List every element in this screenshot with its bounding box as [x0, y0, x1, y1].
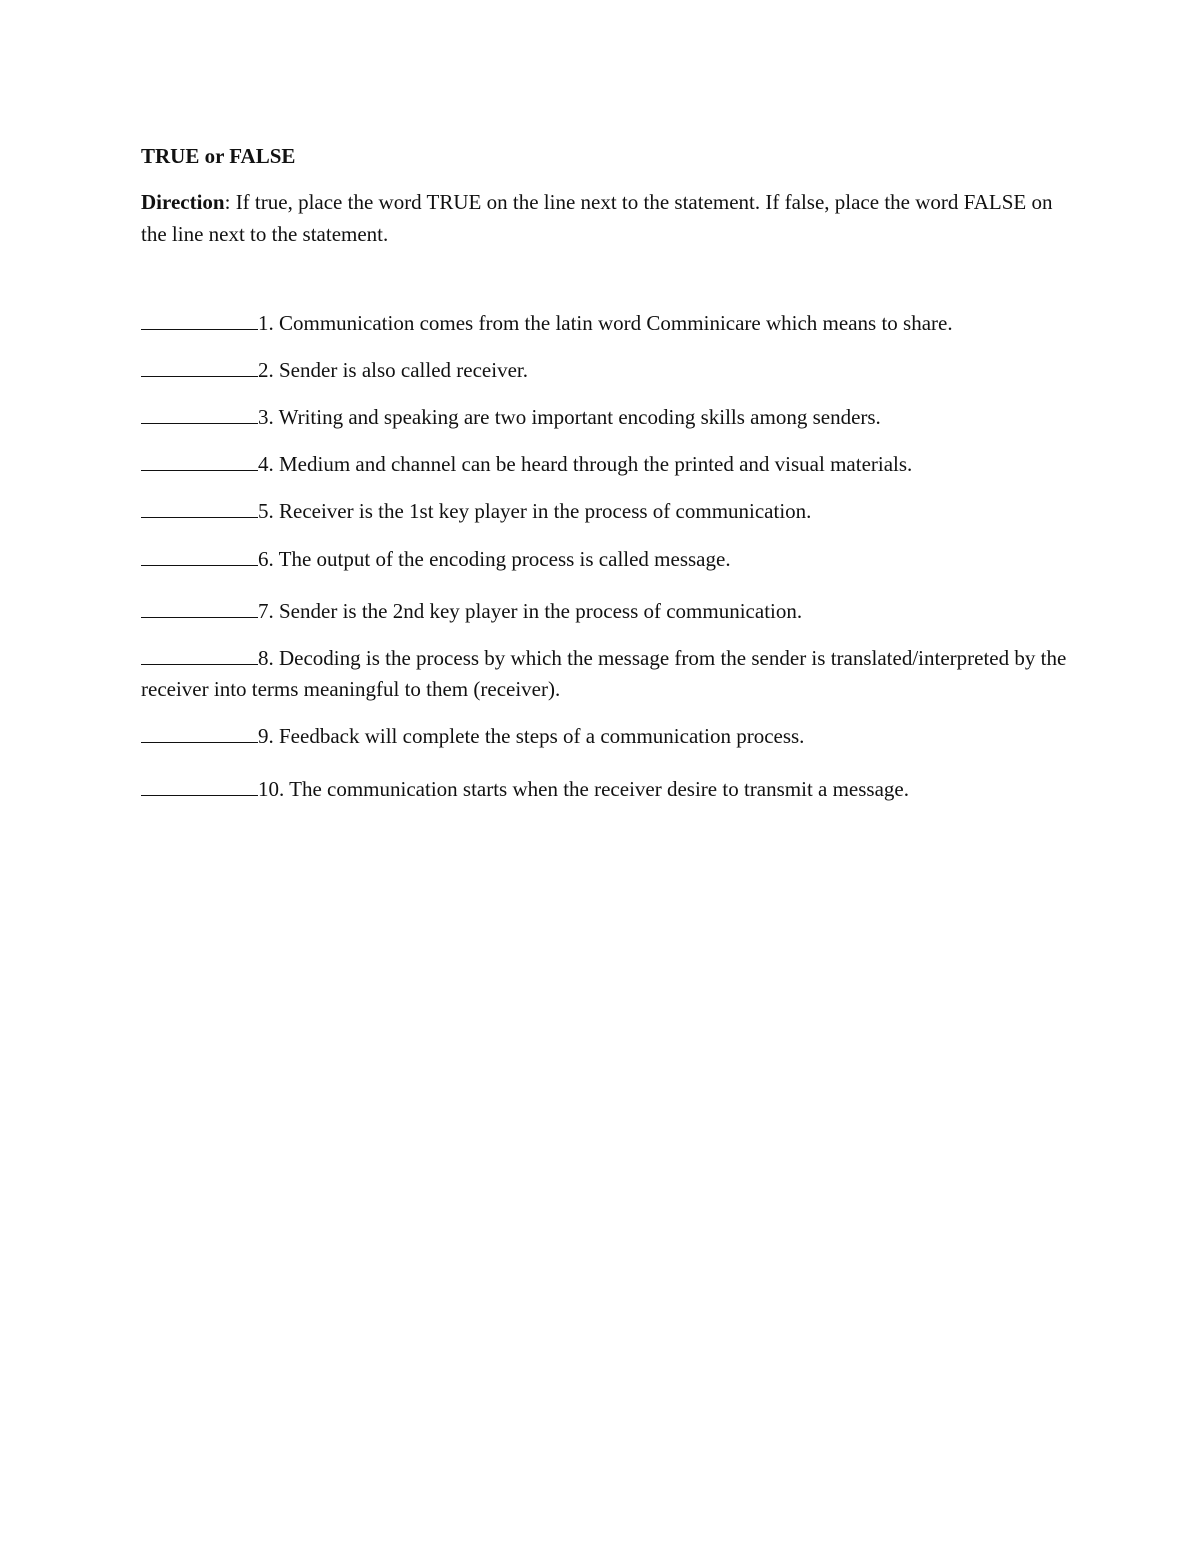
question-text-4: 4. Medium and channel can be heard through the printed and visual materials.: [258, 452, 913, 476]
direction-label: Direction: [141, 190, 225, 214]
question-item-2: [141, 355, 1071, 386]
answer-blank-6[interactable]: [141, 547, 258, 566]
answer-blank-4[interactable]: [141, 452, 258, 471]
answer-blank-2[interactable]: [141, 358, 258, 377]
question-text-2: 2. Sender is also called receiver.: [258, 358, 528, 382]
question-text-1: 1. Communication comes from the latin word Comminicare which means to share.: [258, 311, 953, 335]
question-item-6: [141, 544, 1071, 575]
question-text-3: 3. Writing and speaking are two important encoding skills among senders.: [258, 405, 881, 429]
question-item-9: [141, 721, 1071, 752]
answer-blank-10[interactable]: [141, 777, 258, 796]
page-title: TRUE or FALSE: [141, 144, 296, 168]
document-content: [141, 140, 1071, 805]
question-item-8: [141, 643, 1071, 705]
answer-blank-7[interactable]: [141, 599, 258, 618]
question-item-7: [141, 596, 1071, 627]
question-text-8: 8. Decoding is the process by which the message from the sender is translated/interpreted by the receiver into terms meaningful to them (receiver).: [141, 646, 1067, 701]
answer-blank-8[interactable]: [141, 646, 258, 665]
question-item-4: [141, 449, 1071, 480]
direction-paragraph: [141, 186, 1071, 250]
question-text-7: 7. Sender is the 2nd key player in the process of communication.: [258, 599, 803, 623]
question-item-1: [141, 308, 1071, 339]
answer-blank-9[interactable]: [141, 724, 258, 743]
question-item-3: [141, 402, 1071, 433]
question-text-6: 6. The output of the encoding process is called message.: [258, 547, 731, 571]
answer-blank-5[interactable]: [141, 499, 258, 518]
question-list: [141, 308, 1071, 805]
answer-blank-1[interactable]: [141, 311, 258, 330]
question-item-10: [141, 774, 1071, 805]
direction-colon: :: [224, 190, 231, 214]
question-text-9: 9. Feedback will complete the steps of a communication process.: [258, 724, 805, 748]
question-text-10: 10. The communication starts when the receiver desire to transmit a message.: [258, 777, 909, 801]
question-item-5: [141, 496, 1071, 527]
answer-blank-3[interactable]: [141, 405, 258, 424]
question-text-5: 5. Receiver is the 1st key player in the process of communication.: [258, 499, 812, 523]
direction-text: If true, place the word TRUE on the line next to the statement. If false, place the word FALSE on the line next to the statement.: [141, 190, 1053, 246]
